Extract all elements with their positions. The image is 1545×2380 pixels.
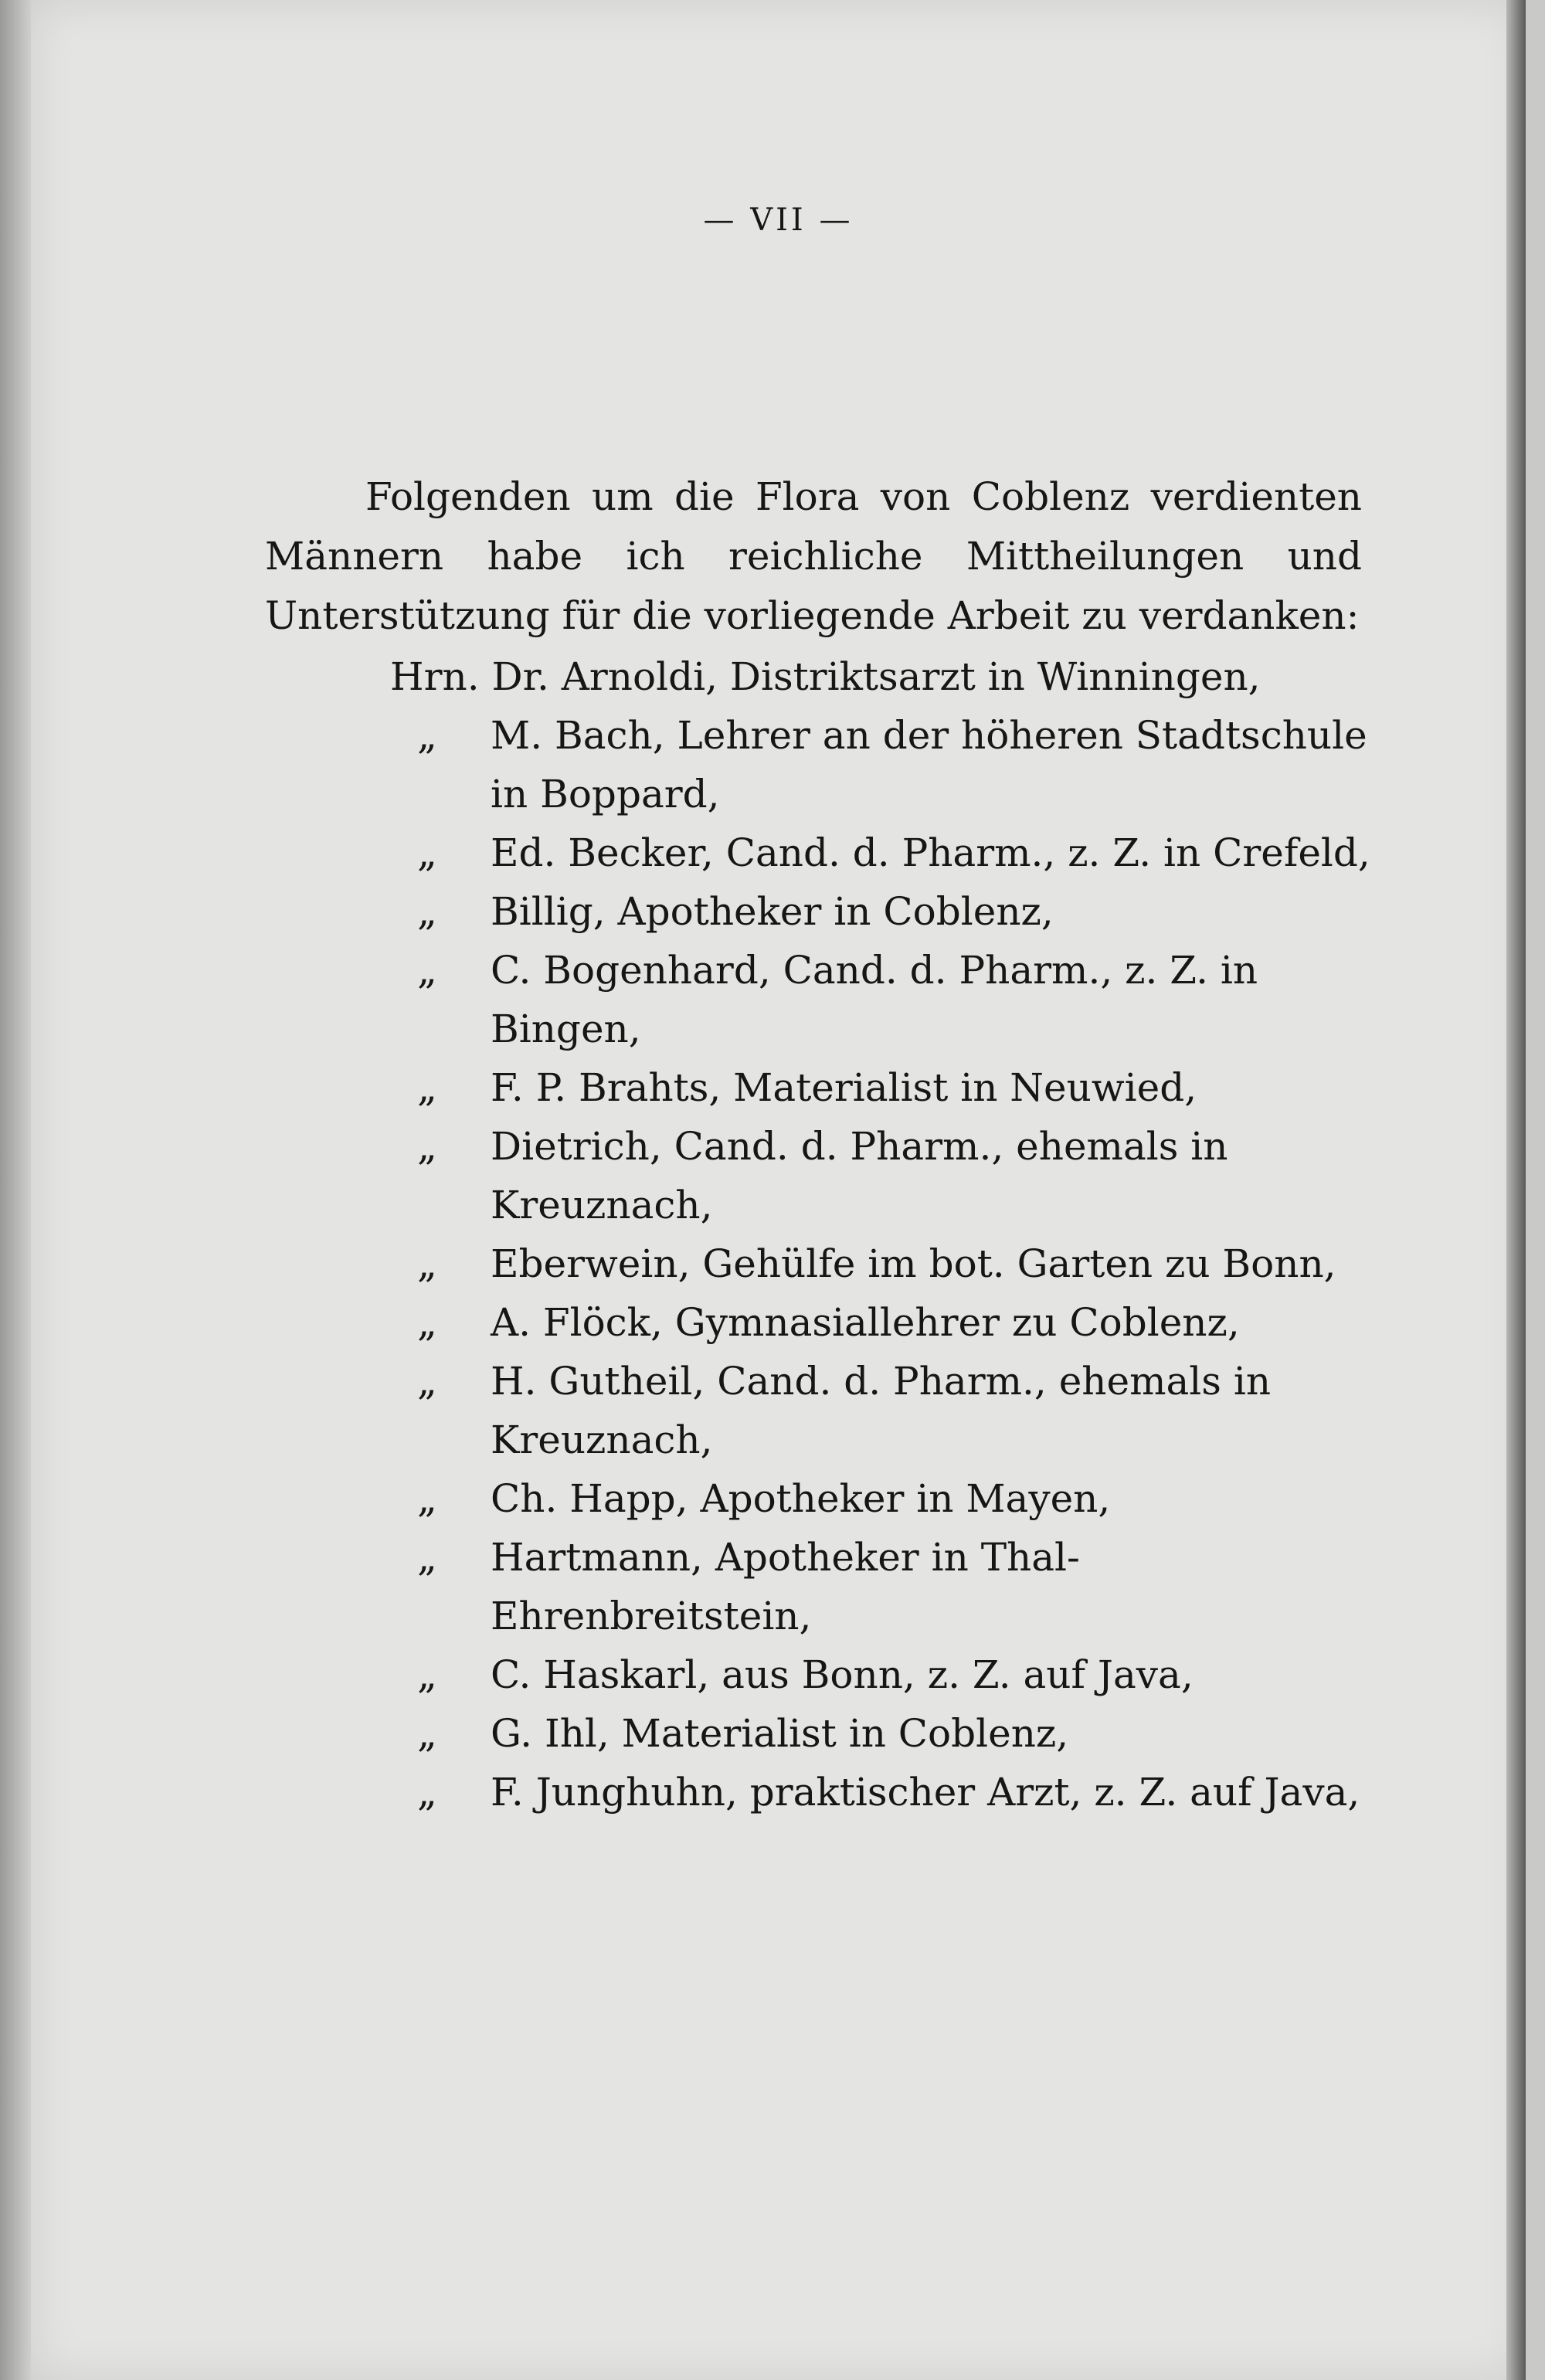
list-item-text: Eberwein, Gehülfe im bot. Garten zu Bonn,	[491, 1241, 1336, 1286]
list-item-text: C. Bogenhard, Cand. d. Pharm., z. Z. in Bingen,	[491, 948, 1258, 1051]
list-item-text: C. Haskarl, aus Bonn, z. Z. auf Java,	[491, 1652, 1194, 1697]
ditto-mark: „	[417, 948, 437, 993]
list-item-text: H. Gutheil, Cand. d. Pharm., ehemals in Kreuznach,	[491, 1359, 1272, 1462]
list-item	[390, 1704, 1375, 1763]
ditto-mark: „	[417, 1535, 437, 1580]
list-item	[390, 1528, 1375, 1645]
ditto-mark: „	[417, 1124, 437, 1169]
list-item	[390, 1645, 1375, 1704]
book-page	[31, 0, 1526, 2380]
list-item	[390, 1352, 1375, 1469]
list-item	[390, 647, 1375, 706]
list-item-text: Billig, Apotheker in Coblenz,	[491, 889, 1054, 934]
list-item	[390, 823, 1375, 882]
list-item-text: F. Junghuhn, praktischer Arzt, z. Z. auf Java,	[491, 1770, 1360, 1815]
ditto-mark: „	[417, 713, 437, 758]
list-item-text: Ed. Becker, Cand. d. Pharm., z. Z. in Crefeld,	[491, 830, 1370, 875]
list-item-text: F. P. Brahts, Materialist in Neuwied,	[491, 1065, 1197, 1110]
list-item-text: G. Ihl, Materialist in Coblenz,	[491, 1711, 1069, 1756]
intro-text: Folgenden um die Flora von Coblenz verdienten Männern habe ich reichliche Mittheilungen und Unterstützung für die vorliegende Arbeit zu verdanken:	[265, 474, 1362, 638]
page-number: — VII —	[703, 202, 854, 238]
ditto-mark: „	[417, 1652, 437, 1697]
list-item	[390, 882, 1375, 941]
list-item-text: Hartmann, Apotheker in Thal-Ehrenbreitstein,	[491, 1535, 1080, 1638]
list-item	[390, 1234, 1375, 1293]
ditto-mark: „	[417, 1359, 437, 1404]
list-item	[390, 706, 1375, 823]
ditto-mark: „	[417, 1065, 437, 1110]
ditto-mark: „	[417, 1300, 437, 1345]
list-item	[390, 1293, 1375, 1352]
list-item-text: Dietrich, Cand. d. Pharm., ehemals in Kreuznach,	[491, 1124, 1228, 1227]
ditto-mark: „	[417, 1770, 437, 1815]
list-item	[390, 1117, 1375, 1234]
list-item-text: A. Flöck, Gymnasiallehrer zu Coblenz,	[491, 1300, 1240, 1345]
list-item	[390, 1763, 1375, 1821]
ditto-mark: „	[417, 889, 437, 934]
intro-paragraph	[265, 467, 1362, 646]
list-item	[390, 1058, 1375, 1117]
list-item	[390, 1469, 1375, 1528]
contributor-list	[390, 647, 1375, 1821]
book-spine-shadow	[0, 0, 31, 2380]
ditto-mark: „	[417, 1711, 437, 1756]
ditto-mark: „	[417, 1241, 437, 1286]
page-edge-shadow	[1506, 0, 1526, 2380]
ditto-mark: „	[417, 830, 437, 875]
list-item-text: Hrn. Dr. Arnoldi, Distriktsarzt in Winningen,	[390, 654, 1261, 699]
list-item-text: Ch. Happ, Apotheker in Mayen,	[491, 1476, 1111, 1521]
list-item	[390, 941, 1375, 1058]
list-item-text: M. Bach, Lehrer an der höheren Stadtschule in Boppard,	[491, 713, 1367, 817]
ditto-mark: „	[417, 1476, 437, 1521]
